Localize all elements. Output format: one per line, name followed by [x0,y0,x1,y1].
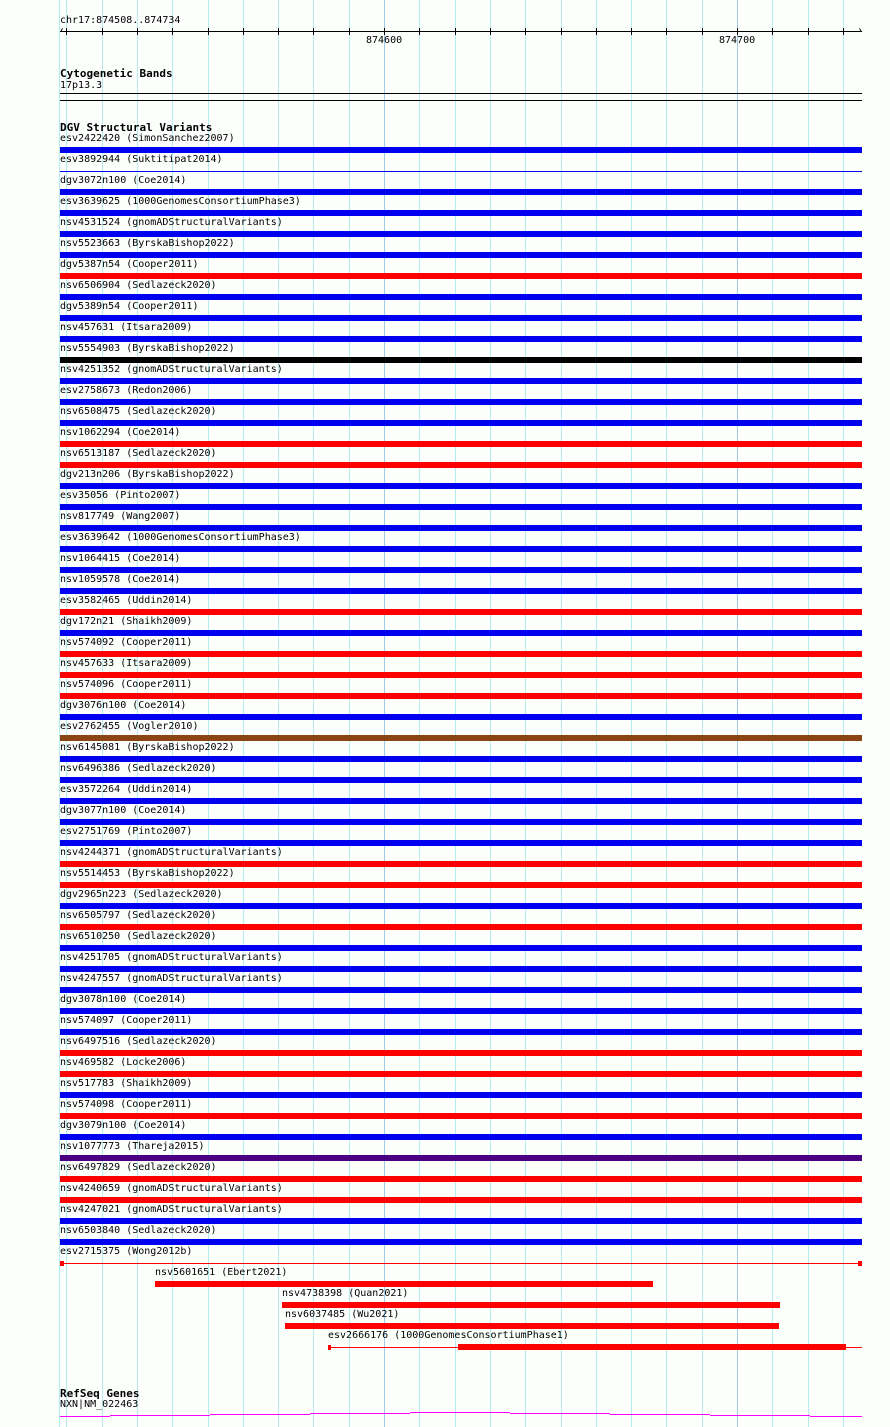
gene-segment[interactable] [210,1414,310,1415]
ruler-tick [561,28,562,35]
variant-label[interactable]: dgv3072n100 (Coe2014) [60,175,187,186]
ruler-tick [102,28,103,35]
variant-feature[interactable] [60,924,862,930]
variant-feature[interactable] [60,987,862,993]
variant-label[interactable]: nsv6508475 (Sedlazeck2020) [60,406,217,417]
variant-feature[interactable] [60,357,862,363]
variant-feature[interactable] [60,1050,862,1056]
variant-label[interactable]: nsv1059578 (Coe2014) [60,574,181,585]
variant-label[interactable]: nsv574098 (Cooper2011) [60,1099,193,1110]
variant-feature[interactable] [60,189,862,195]
variant-label[interactable]: esv2666176 (1000GenomesConsortiumPhase1) [328,1330,569,1341]
variant-feature[interactable] [60,1134,862,1140]
ruler-left-arrow-icon: ‹ [59,25,66,36]
variant-feature[interactable] [60,1029,862,1035]
variant-feature[interactable] [60,567,862,573]
ruler-tick [737,28,738,35]
variant-label[interactable]: nsv4738398 (Quan2021) [282,1288,409,1299]
ruler-label-874700: 874700 [719,35,756,46]
variant-label[interactable]: nsv1077773 (Thareja2015) [60,1141,205,1152]
variant-feature[interactable] [60,714,862,720]
gene-segment[interactable] [810,1416,862,1417]
variant-label[interactable]: nsv5514453 (ByrskaBishop2022) [60,868,235,879]
variant-feature[interactable] [60,693,862,699]
variant-label[interactable]: esv2715375 (Wong2012b) [60,1246,193,1257]
variant-feature[interactable] [60,231,862,237]
variant-label[interactable]: nsv469582 (Locke2006) [60,1057,187,1068]
variant-label[interactable]: dgv3076n100 (Coe2014) [60,700,187,711]
variant-label[interactable]: nsv5523663 (ByrskaBishop2022) [60,238,235,249]
ruler-tick [278,28,279,35]
variant-label[interactable]: nsv6505797 (Sedlazeck2020) [60,910,217,921]
ruler-tick [66,28,67,35]
variant-label[interactable]: nsv457631 (Itsara2009) [60,322,193,333]
variant-label[interactable]: nsv6497516 (Sedlazeck2020) [60,1036,217,1047]
variant-label[interactable]: nsv4247021 (gnomADStructuralVariants) [60,1204,283,1215]
variant-label[interactable]: esv2758673 (Redon2006) [60,385,193,396]
variant-label[interactable]: dgv5389n54 (Cooper2011) [60,301,199,312]
variant-feature[interactable] [60,441,862,447]
variant-label[interactable]: dgv213n206 (ByrskaBishop2022) [60,469,235,480]
ruler-tick [419,28,420,35]
ruler-tick [666,28,667,35]
ruler-tick [843,28,844,35]
variant-label[interactable]: dgv172n21 (Shaikh2009) [60,616,193,627]
gene-segment[interactable] [310,1413,410,1414]
variant-label[interactable]: nsv6506904 (Sedlazeck2020) [60,280,217,291]
variant-label[interactable]: esv3582465 (Uddin2014) [60,595,193,606]
dgv-track-title[interactable]: DGV Structural Variants [60,121,213,134]
variant-label[interactable]: nsv817749 (Wang2007) [60,511,181,522]
variant-feature[interactable] [60,861,862,867]
variant-label[interactable]: esv3639642 (1000GenomesConsortiumPhase3) [60,532,301,543]
ruler-tick [772,28,773,35]
variant-feature[interactable] [60,462,862,468]
variant-label[interactable]: nsv517783 (Shaikh2009) [60,1078,193,1089]
variant-feature[interactable] [60,945,862,951]
ruler-tick [525,28,526,35]
variant-label[interactable]: nsv5601651 (Ebert2021) [155,1267,288,1278]
variant-feature[interactable] [60,588,862,594]
ruler-label-874600: 874600 [366,35,403,46]
variant-label[interactable]: nsv4531524 (gnomADStructuralVariants) [60,217,283,228]
variant-feature[interactable] [60,1092,862,1098]
ruler-right-arrow-icon: › [857,25,864,36]
variant-feature[interactable] [60,546,862,552]
variant-feature[interactable] [282,1302,780,1308]
ruler-tick [702,28,703,35]
refseq-gene-label[interactable]: NXN|NM_022463 [60,1399,139,1410]
variant-label[interactable]: nsv1064415 (Coe2014) [60,553,181,564]
variant-label[interactable]: nsv6510250 (Sedlazeck2020) [60,931,217,942]
ruler-location: chr17:874508..874734 [60,15,181,26]
variant-label[interactable]: nsv6145081 (ByrskaBishop2022) [60,742,235,753]
variant-label[interactable]: esv3639625 (1000GenomesConsortiumPhase3) [60,196,301,207]
variant-feature[interactable] [60,525,862,531]
variant-feature[interactable] [60,1155,862,1161]
variant-label[interactable]: nsv4251352 (gnomADStructuralVariants) [60,364,283,375]
variant-feature[interactable] [60,609,862,615]
variant-feature[interactable] [60,819,862,825]
variant-feature[interactable] [60,672,862,678]
ruler-tick [313,28,314,35]
variant-feature[interactable] [60,1113,862,1119]
ruler-tick [243,28,244,35]
cytoband-band-top [60,93,862,94]
variant-label[interactable]: esv2751769 (Pinto2007) [60,826,193,837]
variant-label[interactable]: nsv5554903 (ByrskaBishop2022) [60,343,235,354]
variant-feature[interactable] [60,651,862,657]
variant-label[interactable]: dgv3079n100 (Coe2014) [60,1120,187,1131]
cytoband-label: 17p13.3 [60,80,103,91]
variant-label[interactable]: dgv5387n54 (Cooper2011) [60,259,199,270]
variant-label[interactable]: nsv574097 (Cooper2011) [60,1015,193,1026]
variant-label[interactable]: nsv6037485 (Wu2021) [285,1309,400,1320]
variant-label[interactable]: nsv4247557 (gnomADStructuralVariants) [60,973,283,984]
variant-end-block [858,1261,862,1266]
variant-feature[interactable] [60,1263,862,1264]
variant-label[interactable]: dgv2965n223 (Sedlazeck2020) [60,889,223,900]
cytoband-band-bottom [60,100,862,101]
variant-feature[interactable] [60,147,862,153]
variant-feature[interactable] [60,1218,862,1224]
variant-feature[interactable] [60,336,862,342]
variant-label[interactable]: nsv4251705 (gnomADStructuralVariants) [60,952,283,963]
variant-label[interactable]: nsv574096 (Cooper2011) [60,679,193,690]
variant-feature[interactable] [60,399,862,405]
ruler-tick [808,28,809,35]
variant-label[interactable]: dgv3077n100 (Coe2014) [60,805,187,816]
variant-end-block [328,1345,331,1350]
gene-segment[interactable] [60,1416,110,1417]
variant-label[interactable]: esv3892944 (Suktitipat2014) [60,154,223,165]
variant-feature[interactable] [60,294,862,300]
variant-label[interactable]: esv35056 (Pinto2007) [60,490,181,501]
variant-label[interactable]: nsv4240659 (gnomADStructuralVariants) [60,1183,283,1194]
ruler-tick [349,28,350,35]
variant-feature[interactable] [60,171,862,172]
ruler-tick [172,28,173,35]
gene-segment[interactable] [110,1415,210,1416]
variant-feature[interactable] [60,252,862,258]
variant-feature[interactable] [60,378,862,384]
variant-label[interactable]: nsv6513187 (Sedlazeck2020) [60,448,217,459]
variant-feature[interactable] [60,1008,862,1014]
ruler-tick [455,28,456,35]
variant-label[interactable]: dgv3078n100 (Coe2014) [60,994,187,1005]
variant-label[interactable]: esv2422420 (SimonSanchez2007) [60,133,235,144]
refseq-track-title[interactable]: RefSeq Genes [60,1387,140,1400]
variant-label[interactable]: nsv574092 (Cooper2011) [60,637,193,648]
gene-segment[interactable] [610,1414,710,1415]
variant-label[interactable]: nsv4244371 (gnomADStructuralVariants) [60,847,283,858]
ruler-tick [137,28,138,35]
gene-segment[interactable] [710,1415,810,1416]
variant-label[interactable]: esv3572264 (Uddin2014) [60,784,193,795]
variant-thick-region[interactable] [458,1344,846,1350]
variant-label[interactable]: nsv6503840 (Sedlazeck2020) [60,1225,217,1236]
variant-feature[interactable] [60,903,862,909]
variant-feature[interactable] [60,1071,862,1077]
variant-feature[interactable] [60,1176,862,1182]
variant-label[interactable]: nsv1062294 (Coe2014) [60,427,181,438]
variant-feature[interactable] [60,420,862,426]
variant-feature[interactable] [60,315,862,321]
variant-feature[interactable] [60,630,862,636]
variant-label[interactable]: nsv6496386 (Sedlazeck2020) [60,763,217,774]
variant-feature[interactable] [60,210,862,216]
ruler-tick [384,28,385,35]
variant-feature[interactable] [60,504,862,510]
variant-feature[interactable] [60,735,862,741]
variant-feature[interactable] [60,882,862,888]
gene-segment[interactable] [410,1412,510,1413]
variant-feature[interactable] [60,273,862,279]
ruler-axis [60,31,862,32]
ruler-tick [631,28,632,35]
ruler-tick [596,28,597,35]
variant-feature[interactable] [60,777,862,783]
variant-feature[interactable] [60,840,862,846]
variant-feature[interactable] [60,1197,862,1203]
variant-end-block [60,1261,64,1266]
variant-label[interactable]: nsv457633 (Itsara2009) [60,658,193,669]
ruler-tick [208,28,209,35]
variant-feature[interactable] [60,1239,862,1245]
variant-feature[interactable] [285,1323,779,1329]
gene-segment[interactable] [510,1413,610,1414]
ruler-tick [490,28,491,35]
variant-label[interactable]: esv2762455 (Vogler2010) [60,721,199,732]
variant-feature[interactable] [60,966,862,972]
variant-feature[interactable] [60,798,862,804]
variant-feature[interactable] [60,483,862,489]
variant-label[interactable]: nsv6497829 (Sedlazeck2020) [60,1162,217,1173]
variant-feature[interactable] [155,1281,653,1287]
cytoband-track-title[interactable]: Cytogenetic Bands [60,67,173,80]
variant-feature[interactable] [60,756,862,762]
